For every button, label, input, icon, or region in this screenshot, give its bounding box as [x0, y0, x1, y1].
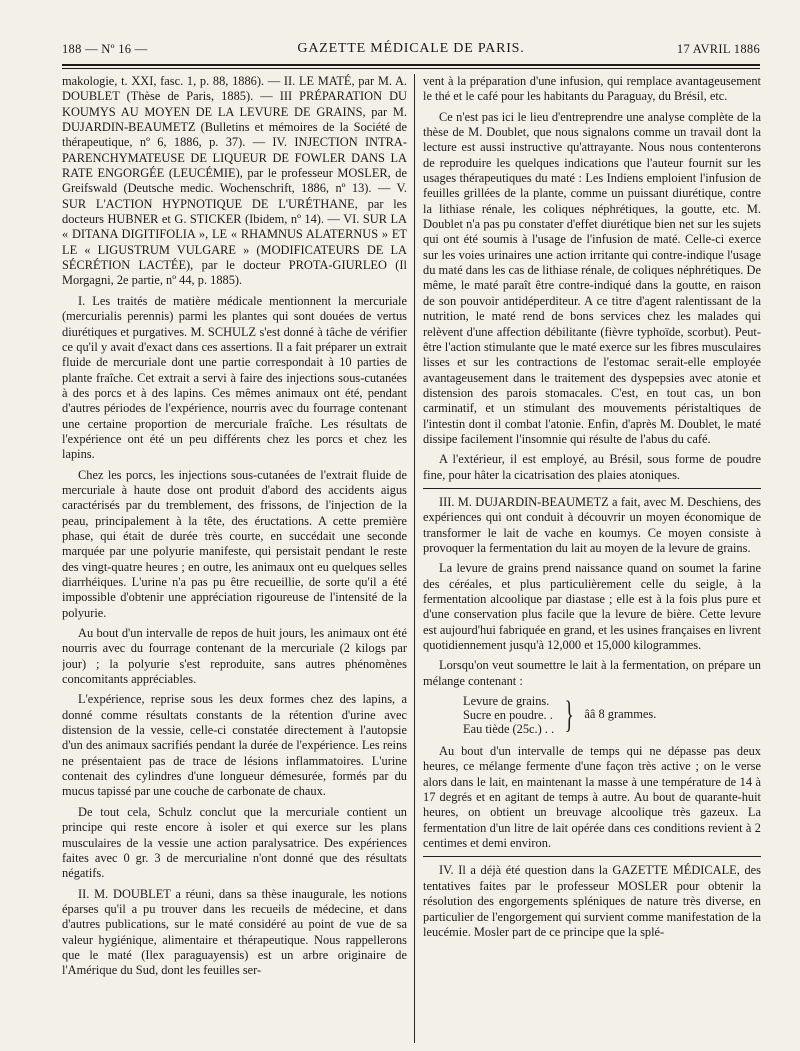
- paragraph-koumys: III. M. DUJARDIN-BEAUMETZ a fait, avec M. Deschiens, des expériences qui ont conduit à découvrir un moyen économique de transformer le lait de vache en koumys. Ce moyen consiste à provoquer la fermentation du lait au moyen de la levure de grains.: [423, 494, 761, 555]
- header-rule-thick: [62, 64, 760, 66]
- issue-date: 17 AVRIL 1886: [676, 42, 760, 56]
- paragraph-melange: Lorsqu'on veut soumettre le lait à la fermentation, on prépare un mélange contenant :: [423, 658, 761, 688]
- right-column: [423, 74, 761, 1043]
- left-column: [62, 74, 407, 1043]
- paragraph-mate-exterieur: A l'extérieur, il est employé, au Brésil, sous forme de poudre fine, pour hâter la cicatrisation des plaies atoniques.: [423, 452, 761, 482]
- paragraph-levure: La levure de grains prend naissance quand on soumet la farine des céréales, et plus particulièrement celle du seigle, à la fermentation alcoolique par diastase ; elle est à la fois plus pure et d'une conservation plus facile que la levure de bière. Cette levure est aujourd'hui fabriquée en grand, et les usines françaises en livrent quotidiennement jusqu'à 12,000 et 15,000 kilogrammes.: [423, 561, 761, 653]
- paragraph-fermentation: Au bout d'un intervalle de temps qui ne dépasse pas deux heures, ce mélange fermente d'une façon très active ; on le verse alors dans le lait, en maintenant la masse à une température de 14 à 17 degrés et en agitant de temps à autre. Au bout de quarante-huit heures, on obtient un breuvage alcoolique très gazeux. La fermentation d'un litre de lait opérée dans ces conditions revient à 2 centimes et demi environ.: [423, 744, 761, 851]
- paragraph-repos: Au bout d'un intervalle de repos de huit jours, les animaux ont été nourris avec du fourrage contenant de la mercuriale (2 kilogs par jour) ; la polyurie s'est reproduite, sans autres phénomènes concomitants appréciables.: [62, 626, 407, 687]
- ingredient-item: Eau tiède (25c.) . .: [463, 722, 555, 737]
- summary-paragraph: makologie, t. XXI, fasc. 1, p. 88, 1886). — II. LE MATÉ, par M. A. DOUBLET (Thèse de Paris, 1885). — III PRÉPARATION DU KOUMYS AU MOYEN DE LA LEVURE DE GRAINS, par M. DUJARDIN-BEAUMETZ (Bulletins et mémoires de la Société de thérapeutique, nº 6, 1886, p. 37). — IV. INJECTION INTRA-PARENCHYMATEUSE DE LIQUEUR DE FOWLER DANS LA RATE ENGORGÉE (LEUCÉMIE), par le professeur MOSLER, de Greifswald (Deutsche medic. Wochenschrift, 1886, nº 13). — V. SUR L'ACTION HYPNOTIQUE DE L'URÉTHANE, par les docteurs HUBNER et G. STICKER (Ibidem, nº 14). — VI. SUR LA « DITANA DIGITIFOLIA », LE « RHAMNUS ALATERNUS » ET LE « LIGUSTRUM VULGARE » (MODIFICATEURS DE LA SÉCRÉTION LACTÉE), par le docteur PROTA-GIURLEO (Il Morgagni, 2e partie, nº 44, p. 1885).: [62, 74, 407, 288]
- header-rule-thin: [62, 68, 760, 69]
- journal-title: GAZETTE MÉDICALE DE PARIS.: [297, 41, 525, 56]
- ingredient-item: Sucre en poudre. .: [463, 708, 553, 723]
- paragraph-doublet: II. M. DOUBLET a réuni, dans sa thèse inaugurale, les notions éparses qu'il a pu trouver dans les recueils de médecine, et dans d'autres publications, sur le maté considéré au point de vue de sa valeur hygiénique, alimentaire et thérapeutique. Nous rappellerons que le maté (Ilex paraguayensis) est un arbre originaire de l'Amérique du Sud, dont les feuilles ser-: [62, 886, 407, 978]
- section-rule: [423, 488, 761, 489]
- paragraph-lapins: L'expérience, reprise sous les deux formes chez des lapins, a donné comme résultats constants de la rétention d'urine avec distension de la vessie, celle-ci constatée directement à l'autopsie d'un des animaux sacrifiés pendant la durée de l'expérience. Les reins ne présentaient pas de trace de lésions inflammatoires. L'urine contenait des cylindres d'une longueur démesurée, formés par du mucus tapissé par une couche de carbonate de chaux.: [62, 692, 407, 799]
- running-header: [62, 40, 760, 62]
- ingredient-list: [463, 694, 761, 736]
- column-divider: [414, 74, 415, 1043]
- paragraph-mate-continued: vent à la préparation d'une infusion, qui remplace avantageusement le thé et le café pour les habitants du Paraguay, du Brésil, etc.: [423, 74, 761, 104]
- ingredient-item: Levure de grains.: [463, 694, 550, 709]
- brace-glyph: }: [564, 694, 574, 737]
- ingredient-quantity: ââ 8 grammes.: [584, 707, 657, 722]
- page-number: 188 — Nº 16 —: [62, 42, 148, 56]
- paragraph-conclusion-schulz: De tout cela, Schulz conclut que la mercuriale contient un principe qui reste encore à isoler et qui exerce sur les plans musculaires de la vessie une action paralysatrice. Des expériences faites avec 0 gr. 3 de mercurialine n'ont donné que des résultats négatifs.: [62, 804, 407, 881]
- paragraph-mosler: IV. Il a déjà été question dans la GAZETTE MÉDICALE, des tentatives faites par le professeur MOSLER pour obtenir la résolution des engorgements spléniques de nature très diverse, en particulier de l'engorgement qui survient comme manifestation de la leucémie. Mosler part de ce principe que la splé-: [423, 863, 761, 939]
- paragraph-mate-usages: Ce n'est pas ici le lieu d'entreprendre une analyse complète de la thèse de M. Doublet, que nous signalons comme un travail dont la lecture est aussi instructive qu'attrayante. Nous nous contenterons de reproduire les quelques indications que l'auteur fournit sur les usages thérapeutiques du maté : Les Indiens emploient l'infusion de feuilles grillées de la plante, comme un puissant diurétique, contre la lithiase rénale, les coliques néphrétiques, la goutte, etc. M. Doublet n'a pas pu constater d'effet diurétique bien net sur les sujets qui ont été soumis à l'usage de l'infusion de maté. Celle-ci exerce sur les voies urinaires une action irritante qui contre-indique l'usage du maté dans les cas de lithiase rénale, de coliques néphrétiques. De même, le maté paraît être contre-indiqué dans la goutte, en raison de son pouvoir antidéperditeur. A ce titre d'agent ralentissant de la nutrition, le maté rend de bons services chez les malades qui relèvent d'une affection débilitante (fièvre typhoïde, scorbut). Peut-être l'action stimulante que le maté exerce sur les fibres musculaires lisses et sur les contractions de l'estomac serait-elle employée avantageusement dans le traitement des dyspepsies avec atonie et distension des parois stomacales. C'est, en tout cas, un bon carminatif, et un stimulant des mouvements péristaltiques de l'intestin dont il combat l'atonie. Enfin, d'après M. Doublet, le maté dissipe facilement l'insomnie qui résulte de l'abus du café.: [423, 109, 761, 446]
- section-rule: [423, 856, 761, 857]
- paragraph-porcs: Chez les porcs, les injections sous-cutanées de l'extrait fluide de mercuriale à haute dose ont produit d'abord des accidents aigus caractérisés par du tremblement, des frissons, de l'injection de la peau, principalement à la tête, des éructations. A cette première phase, qui était de durée très courte, en succédait une seconde marquée par une polyurie manifeste, qui persistait pendant le reste des vingt-quatre heures ; en outre, les animaux ont eu quelques selles diarrhéiques. L'urine n'a pas pu être recueillie, de sorte qu'il a été impossible d'obtenir une appréciation rigoureuse de l'intensité de la polyurie.: [62, 467, 407, 620]
- paragraph-mercuriale-intro: I. Les traités de matière médicale mentionnent la mercuriale (mercurialis perennis) parmi les plantes qui sont douées de vertus diurétiques et purgatives. M. SCHULZ s'est donné à tâche de vérifier ce qu'il y avait d'exact dans ces assertions. Il a fait préparer un extrait fluide de mercuriale dont une partie correspondait à 10 parties de plante fraîche. Cet extrait a servi à faire des injections sous-cutanées à des porcs et à des lapins. Ces mêmes animaux ont été, pendant d'autres périodes de l'expérience, nourris avec du fourrage contenant une certaine proportion de mercuriale fraîche. Les résultats de l'expérience ont été un peu différents chez les porcs et chez les lapins.: [62, 293, 407, 462]
